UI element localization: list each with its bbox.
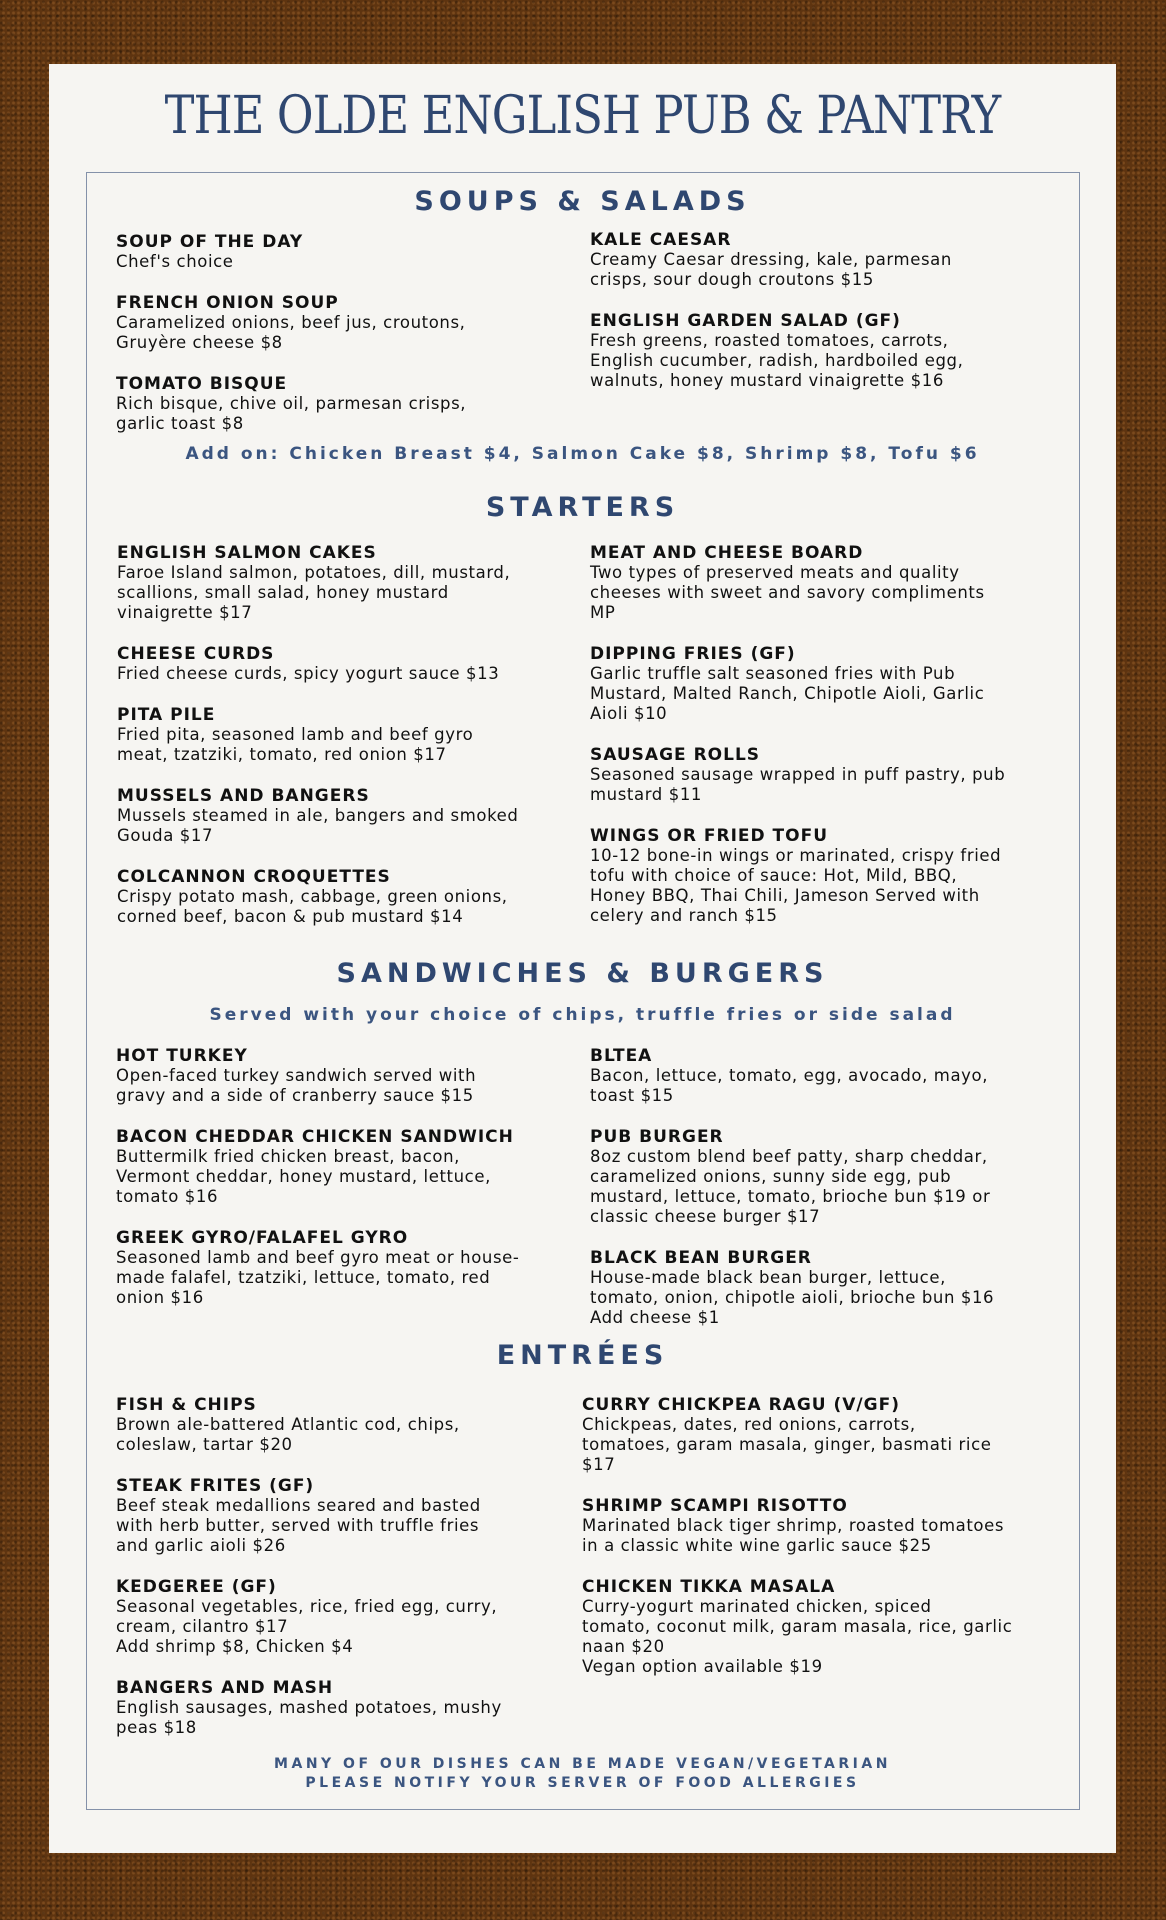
menu-item-name: SAUSAGE ROLLS: [590, 745, 761, 765]
menu-item-name: STEAK FRITES (GF): [116, 1476, 315, 1496]
menu-item: [582, 1577, 1032, 1677]
menu-paper: [49, 64, 1116, 1853]
menu-item-name: SHRIMP SCAMPI RISOTTO: [582, 1496, 848, 1516]
menu-item: [117, 867, 567, 927]
menu-item: [590, 826, 1040, 926]
menu-item: [116, 1476, 566, 1556]
menu-item-name: ENGLISH GARDEN SALAD (GF): [590, 311, 901, 331]
menu-item: [116, 374, 566, 434]
menu-item-description: Brown ale-battered Atlantic cod, chips, coleslaw, tartar $20: [116, 1415, 460, 1454]
menu-item-name: PITA PILE: [117, 705, 216, 725]
menu-item-description: Faroe Island salmon, potatoes, dill, mustard, scallions, small salad, honey mustard vinaigrette $17: [117, 563, 511, 622]
menu-item-name: COLCANNON CROQUETTES: [117, 867, 391, 887]
menu-item-description: Seasonal vegetables, rice, fried egg, curry, cream, cilantro $17 Add shrimp $8, Chicken $4: [116, 1597, 498, 1656]
menu-item: [590, 644, 1040, 724]
footer-vegan-note: MANY OF OUR DISHES CAN BE MADE VEGAN/VEGETARIAN: [274, 1756, 891, 1772]
menu-item-name: BACON CHEDDAR CHICKEN SANDWICH: [116, 1127, 514, 1147]
menu-item-name: FRENCH ONION SOUP: [116, 293, 339, 313]
restaurant-title: THE OLDE ENGLISH PUB & PANTRY: [164, 86, 1001, 146]
menu-item-name: HOT TURKEY: [116, 1046, 248, 1066]
menu-item: [116, 1046, 566, 1106]
menu-item-description: Mussels steamed in ale, bangers and smoked Gouda $17: [117, 806, 519, 845]
menu-item: [590, 1248, 1040, 1328]
soups-left-column: [116, 232, 566, 455]
menu-item-description: 10-12 bone-in wings or marinated, crispy fried tofu with choice of sauce: Hot, Mild, BBQ, Honey BBQ, Thai Chili, Jameson Served with celery and ranch $15: [590, 846, 1002, 925]
menu-item: [117, 705, 567, 765]
menu-item: [116, 1678, 566, 1738]
soups-right-column: [590, 230, 1040, 412]
menu-item-description: Seasoned lamb and beef gyro meat or house- made falafel, tzatziki, lettuce, tomato, red onion $16: [116, 1248, 520, 1307]
menu-item-name: PUB BURGER: [590, 1127, 724, 1147]
menu-item-name: TOMATO BISQUE: [116, 374, 288, 394]
starters-right-column: [590, 543, 1040, 947]
dietary-footer: [49, 1755, 1116, 1793]
menu-item-name: ENGLISH SALMON CAKES: [117, 543, 377, 563]
menu-item-description: Caramelized onions, beef jus, croutons, Gruyère cheese $8: [116, 313, 466, 352]
menu-item: [582, 1496, 1032, 1556]
menu-item-name: CURRY CHICKPEA RAGU (V/GF): [582, 1395, 900, 1415]
menu-item: [116, 232, 566, 272]
menu-item-name: BLTEA: [590, 1046, 653, 1066]
soups-salads-heading: SOUPS & SALADS: [414, 186, 751, 217]
menu-item-description: Rich bisque, chive oil, parmesan crisps, garlic toast $8: [116, 394, 467, 433]
menu-item-name: GREEK GYRO/FALAFEL GYRO: [116, 1228, 409, 1248]
menu-item-name: BANGERS AND MASH: [116, 1678, 334, 1698]
menu-item-name: SOUP OF THE DAY: [116, 232, 304, 252]
menu-item-name: KALE CAESAR: [590, 230, 732, 250]
menu-item-name: CHICKEN TIKKA MASALA: [582, 1577, 836, 1597]
menu-item: [117, 786, 567, 846]
menu-item-description: House-made black bean burger, lettuce, tomato, onion, chipotle aioli, brioche bun $16 Add cheese $1: [590, 1268, 995, 1327]
menu-item-description: 8oz custom blend beef patty, sharp cheddar, caramelized onions, sunny side egg, pub mustard, lettuce, tomato, brioche bun $19 or classic cheese burger $17: [590, 1147, 991, 1226]
menu-item: [116, 1127, 566, 1207]
starters-heading: STARTERS: [485, 492, 680, 523]
menu-item: [590, 543, 1040, 623]
menu-item-name: MEAT AND CHEESE BOARD: [590, 543, 864, 563]
menu-item-name: BLACK BEAN BURGER: [590, 1248, 812, 1268]
menu-item-name: MUSSELS AND BANGERS: [117, 786, 370, 806]
menu-item: [117, 644, 567, 684]
menu-item-description: Buttermilk fried chicken breast, bacon, Vermont cheddar, honey mustard, lettuce, tomato $16: [116, 1147, 491, 1206]
menu-item-name: CHEESE CURDS: [117, 644, 275, 664]
sandwiches-right-column: [590, 1046, 1040, 1349]
footer-allergy-note: PLEASE NOTIFY YOUR SERVER OF FOOD ALLERGIES: [305, 1775, 860, 1791]
menu-item: [116, 1395, 566, 1455]
menu-item-description: Fresh greens, roasted tomatoes, carrots, English cucumber, radish, hardboiled egg, walnuts, honey mustard vinaigrette $16: [590, 331, 964, 390]
menu-item-description: Fried pita, seasoned lamb and beef gyro meat, tzatziki, tomato, red onion $17: [117, 725, 474, 764]
menu-item: [590, 745, 1040, 805]
menu-item: [116, 1577, 566, 1657]
menu-item: [590, 311, 1040, 391]
menu-item-name: KEDGEREE (GF): [116, 1577, 277, 1597]
menu-item-description: Chickpeas, dates, red onions, carrots, tomatoes, garam masala, ginger, basmati rice $17: [582, 1415, 992, 1474]
menu-item-description: Marinated black tiger shrimp, roasted tomatoes in a classic white wine garlic sauce $25: [582, 1516, 1005, 1555]
menu-item: [117, 543, 567, 623]
menu-item: [116, 1228, 566, 1308]
entrees-heading: ENTRÉES: [496, 1340, 669, 1371]
menu-item-description: Seasoned sausage wrapped in puff pastry, pub mustard $11: [590, 765, 1006, 804]
menu-item-description: Bacon, lettuce, tomato, egg, avocado, mayo, toast $15: [590, 1066, 989, 1105]
menu-item-description: English sausages, mashed potatoes, mushy peas $18: [116, 1698, 502, 1737]
menu-item-description: Open-faced turkey sandwich served with gravy and a side of cranberry sauce $15: [116, 1066, 477, 1105]
sandwiches-left-column: [116, 1046, 566, 1329]
menu-item-name: FISH & CHIPS: [116, 1395, 257, 1415]
menu-item-name: DIPPING FRIES (GF): [590, 644, 796, 664]
starters-left-column: [117, 543, 567, 948]
menu-item-description: Crispy potato mash, cabbage, green onions, corned beef, bacon & pub mustard $14: [117, 887, 508, 926]
menu-item-description: Fried cheese curds, spicy yogurt sauce $13: [117, 664, 500, 683]
menu-item-description: Curry-yogurt marinated chicken, spiced tomato, coconut milk, garam masala, rice, garlic naan $20 Vegan option available $19: [582, 1597, 1013, 1676]
menu-item: [590, 1127, 1040, 1227]
menu-item: [582, 1395, 1032, 1475]
menu-item-description: Chef's choice: [116, 252, 234, 271]
menu-item: [116, 293, 566, 353]
menu-item-description: Garlic truffle salt seasoned fries with Pub Mustard, Malted Ranch, Chipotle Aioli, Garlic Aioli $10: [590, 664, 985, 723]
add-on-note: Add on: Chicken Breast $4, Salmon Cake $8, Shrimp $8, Tofu $6: [185, 444, 980, 464]
menu-item-description: Beef steak medallions seared and basted with herb butter, served with truffle fries and garlic aioli $26: [116, 1496, 481, 1555]
menu-item-description: Two types of preserved meats and quality cheeses with sweet and savory compliments MP: [590, 563, 985, 622]
menu-item: [590, 230, 1040, 290]
entrees-left-column: [116, 1395, 566, 1759]
sandwiches-subtitle: Served with your choice of chips, truffle fries or side salad: [209, 1005, 956, 1025]
sandwiches-burgers-heading: SANDWICHES & BURGERS: [336, 958, 829, 989]
menu-item-description: Creamy Caesar dressing, kale, parmesan crisps, sour dough croutons $15: [590, 250, 952, 289]
menu-item-name: WINGS OR FRIED TOFU: [590, 826, 829, 846]
menu-item: [590, 1046, 1040, 1106]
entrees-right-column: [582, 1395, 1032, 1698]
